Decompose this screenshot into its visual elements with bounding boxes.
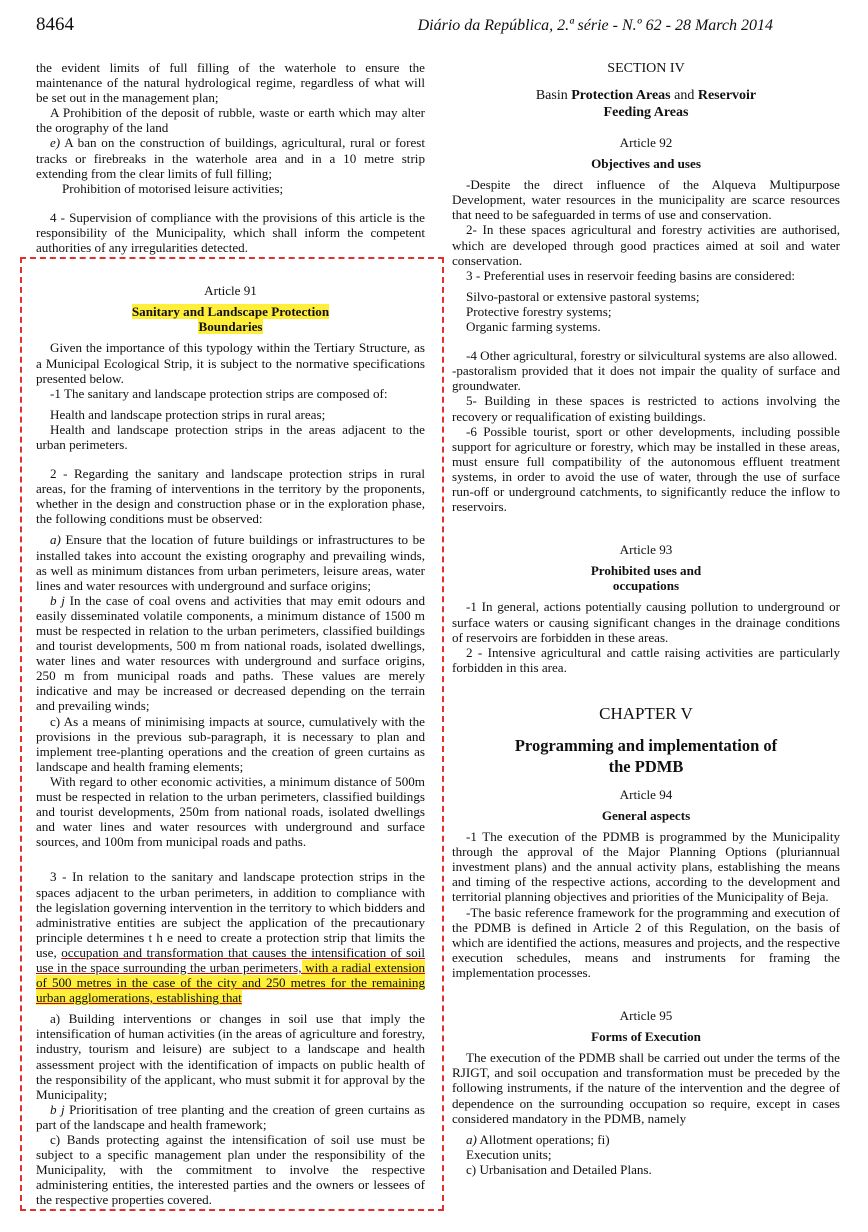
journal-header: Diário da República, 2.ª série - N.º 62 - 28 March 2014	[417, 17, 773, 34]
paragraph: Execution units;	[466, 1146, 552, 1162]
page-number: 8464	[36, 14, 74, 35]
paragraph	[36, 135, 425, 180]
paragraph: The execution of the PDMB shall be carried out under the terms of the RJIGT, and soil occupation and transformation must be preceded by the following instruments, if the nature of the intervention and the degree of dependence on the surrounding occupation so require, except in cases considered mandatory in the PDMB, namely	[452, 1050, 840, 1126]
chapter-number: CHAPTER V	[599, 703, 693, 723]
article-number: Article 94	[619, 786, 673, 802]
section-number: SECTION IV	[607, 61, 685, 76]
right-column	[452, 60, 840, 1177]
paragraph: -4 Other agricultural, forestry or silvicultural systems are also allowed.	[466, 348, 838, 364]
paragraph: With regard to other economic activities, a minimum distance of 500m must be respected in relation to the urban perimeters, classified buildings and tourist developments, 250m from national roads, isolated dwellings and water lines and water resources with underground and surface sources, and 100m from municipal roads and paths.	[36, 773, 425, 850]
paragraph: a) Allotment operations; fi)	[466, 1131, 610, 1147]
section-title: Basin Protection Areas and Reservoir Feeding Areas	[535, 88, 757, 120]
paragraph: Health and landscape protection strips in rural areas;	[50, 406, 326, 422]
left-column	[36, 60, 425, 1207]
paragraph: Organic farming systems.	[466, 319, 601, 335]
paragraph: 4 - Supervision of compliance with the provisions of this article is the responsibility of the Municipality, which shall inform the competent authorities of any irregularities detected.	[36, 209, 425, 256]
paragraph: the evident limits of full filling of the waterhole to ensure the maintenance of the natural hydrological regime, regardless of what will be set out in the management plan;	[36, 60, 425, 106]
article-number: Article 93	[619, 542, 673, 558]
paragraph: b j In the case of coal ovens and activities that may emit odours and easily disseminated volatile components, a minimum distance of 1500 m must be respected in relation to the urban perimeters, classified buildings and tourist developments, 500 m from national roads, isolated dwellings, water lines and water resources with underground and surface origins, 250 m from municipal roads and paths. These values are merely indicative and may be increased or decreased depending on the terrain and prevailing winds;	[36, 592, 425, 714]
paragraph: -Despite the direct influence of the Alqueva Multipurpose Development, water resources in the municipality are scarce resources that need to be safeguarded in terms of use and conservation.	[452, 177, 840, 223]
article-title: General aspects	[601, 808, 691, 823]
article-title: Prohibited uses and occupations	[590, 563, 702, 594]
article-number: Article 92	[619, 135, 673, 150]
paragraph: 3 - In relation to the sanitary and landscape protection strips in the spaces adjacent to the urban perimeters, in addition to compliance with the legislation governing intervention in the territory to which bidders and administrative entities are subject the application of the precautionary principle determines t h e need to create a protection strip that limits the use, occupation and transformation that causes the intensification of soil use in the space surrounding the urban perimeters, with a radial extension of 500 metres in the case of the city and 250 metres for the remaining urban agglomerations, establishing that	[36, 869, 425, 1006]
paragraph: -6 Possible tourist, sport or other developments, including possible support for agriculture or forestry, which may be installed in these areas, must ensure full compatibility of the autonomous effluent treatment systems, in order to avoid the use of water, through the use of surface run-off or underground catchments, to significantly reduce the inflow to reservoirs.	[452, 423, 840, 515]
article-number: Article 95	[619, 1008, 673, 1024]
underlined-text: occupation and transformation that causes the intensification of soil use in the space surrounding the urban perimeters,	[36, 944, 425, 975]
highlighted-text: with a radial extension of 500 metres in the case of the city and 250 metres for the remaining urban agglomerations, establishing that	[36, 959, 425, 1006]
article-title: Forms of Execution	[591, 1029, 701, 1045]
paragraph: c) Bands protecting against the intensification of soil use must be subject to a specific management plan under the responsibility of the Municipality, with the commitment to involve the respective administering entities, the interested parties and the owners or lessees of the respective properties covered.	[36, 1132, 425, 1208]
paragraph: Given the importance of this typology within the Tertiary Structure, as a Municipal Ecological Strip, it is subject to the normative specifications presented below.	[36, 340, 425, 386]
paragraph: b j Prioritisation of tree planting and the creation of green curtains as part of the landscape and health framework;	[36, 1101, 425, 1132]
paragraph: -1 In general, actions potentially causing pollution to underground or surface waters or causing significant changes in the drainage conditions of reservoirs are forbidden in these areas.	[452, 599, 840, 645]
paragraph: a) Ensure that the location of future buildings or infrastructures to be installed takes into account the existing orography and prevailing winds, as well as minimum distances from urban perimeters, leisure areas, water lines and water resources with underground and surface origins;	[36, 532, 425, 593]
paragraph: -The basic reference framework for the programming and execution of the PDMB is defined in Article 2 of this Regulation, on the basis of which are identified the actions, measures and projects, and the respective execution schedules, means and instruments for framing the implementation processes.	[452, 904, 840, 980]
paragraph: 3 - Preferential uses in reservoir feeding basins are considered:	[466, 267, 796, 283]
paragraph: 5- Building in these spaces is restricted to actions involving the recovery or requalification of existing buildings.	[452, 393, 840, 424]
paragraph: Prohibition of motorised leisure activities;	[62, 180, 284, 196]
paragraph: -pastoralism provided that it does not impair the quality of surface and groundwater.	[452, 363, 840, 394]
item-label: e)	[50, 135, 61, 151]
article-title: Objectives and uses	[591, 156, 701, 172]
paragraph: Protective forestry systems;	[466, 303, 612, 319]
chapter-title: Programming and implementation of the PDMB	[514, 735, 778, 776]
paragraph: a) Building interventions or changes in soil use that imply the intensification of human activities (in the areas of agriculture and forestry, industry, tourism and leisure) are subject to a landscape and health assessment project with the identification of impacts on public health of the responsibility of the applicant, who must submit it for approval by the Municipality;	[36, 1011, 425, 1102]
paragraph: A Prohibition of the deposit of rubble, waste or earth which may alter the orography of the land	[36, 105, 425, 136]
paragraph: Silvo-pastoral or extensive pastoral systems;	[466, 288, 700, 304]
item-text: A ban on the construction of buildings, agricultural, rural or forest tracks or firebreaks in the waterhole area and in a 10 metre strip extending from the clear limits of full filling;	[36, 135, 425, 181]
paragraph: 2 - Regarding the sanitary and landscape protection strips in rural areas, for the framing of interventions in the territory by the proponents, whether in the design and construction phase or in the exploration phase, the following conditions must be observed:	[36, 466, 425, 527]
paragraph: 2- In these spaces agricultural and forestry activities are authorised, which are developed through good practices aimed at soil and water conservation.	[452, 222, 840, 268]
paragraph: 2 - Intensive agricultural and cattle raising activities are particularly forbidden in this area.	[452, 644, 840, 675]
paragraph: -1 The sanitary and landscape protection strips are composed of:	[50, 385, 388, 401]
paragraph: c) Urbanisation and Detailed Plans.	[466, 1161, 652, 1177]
paragraph: c) As a means of minimising impacts at source, cumulatively with the provisions in the previous sub-paragraph, it is necessary to plan and implement tree-planting operations and the creation of green curtains as landscape and health framing elements;	[36, 713, 425, 774]
paragraph: -1 The execution of the PDMB is programmed by the Municipality through the approval of the Major Planning Options (pluriannual investment plans) and the annual activity plans, establishing the means and timing of the respective actions, according to the development and territorial planning objectives and priorities of the Municipality of Beja.	[452, 829, 840, 905]
paragraph: Health and landscape protection strips in the areas adjacent to the urban perimeters.	[36, 421, 425, 452]
article-title: Sanitary and Landscape Protection Boundaries	[131, 304, 330, 335]
article-number: Article 91	[204, 283, 257, 299]
